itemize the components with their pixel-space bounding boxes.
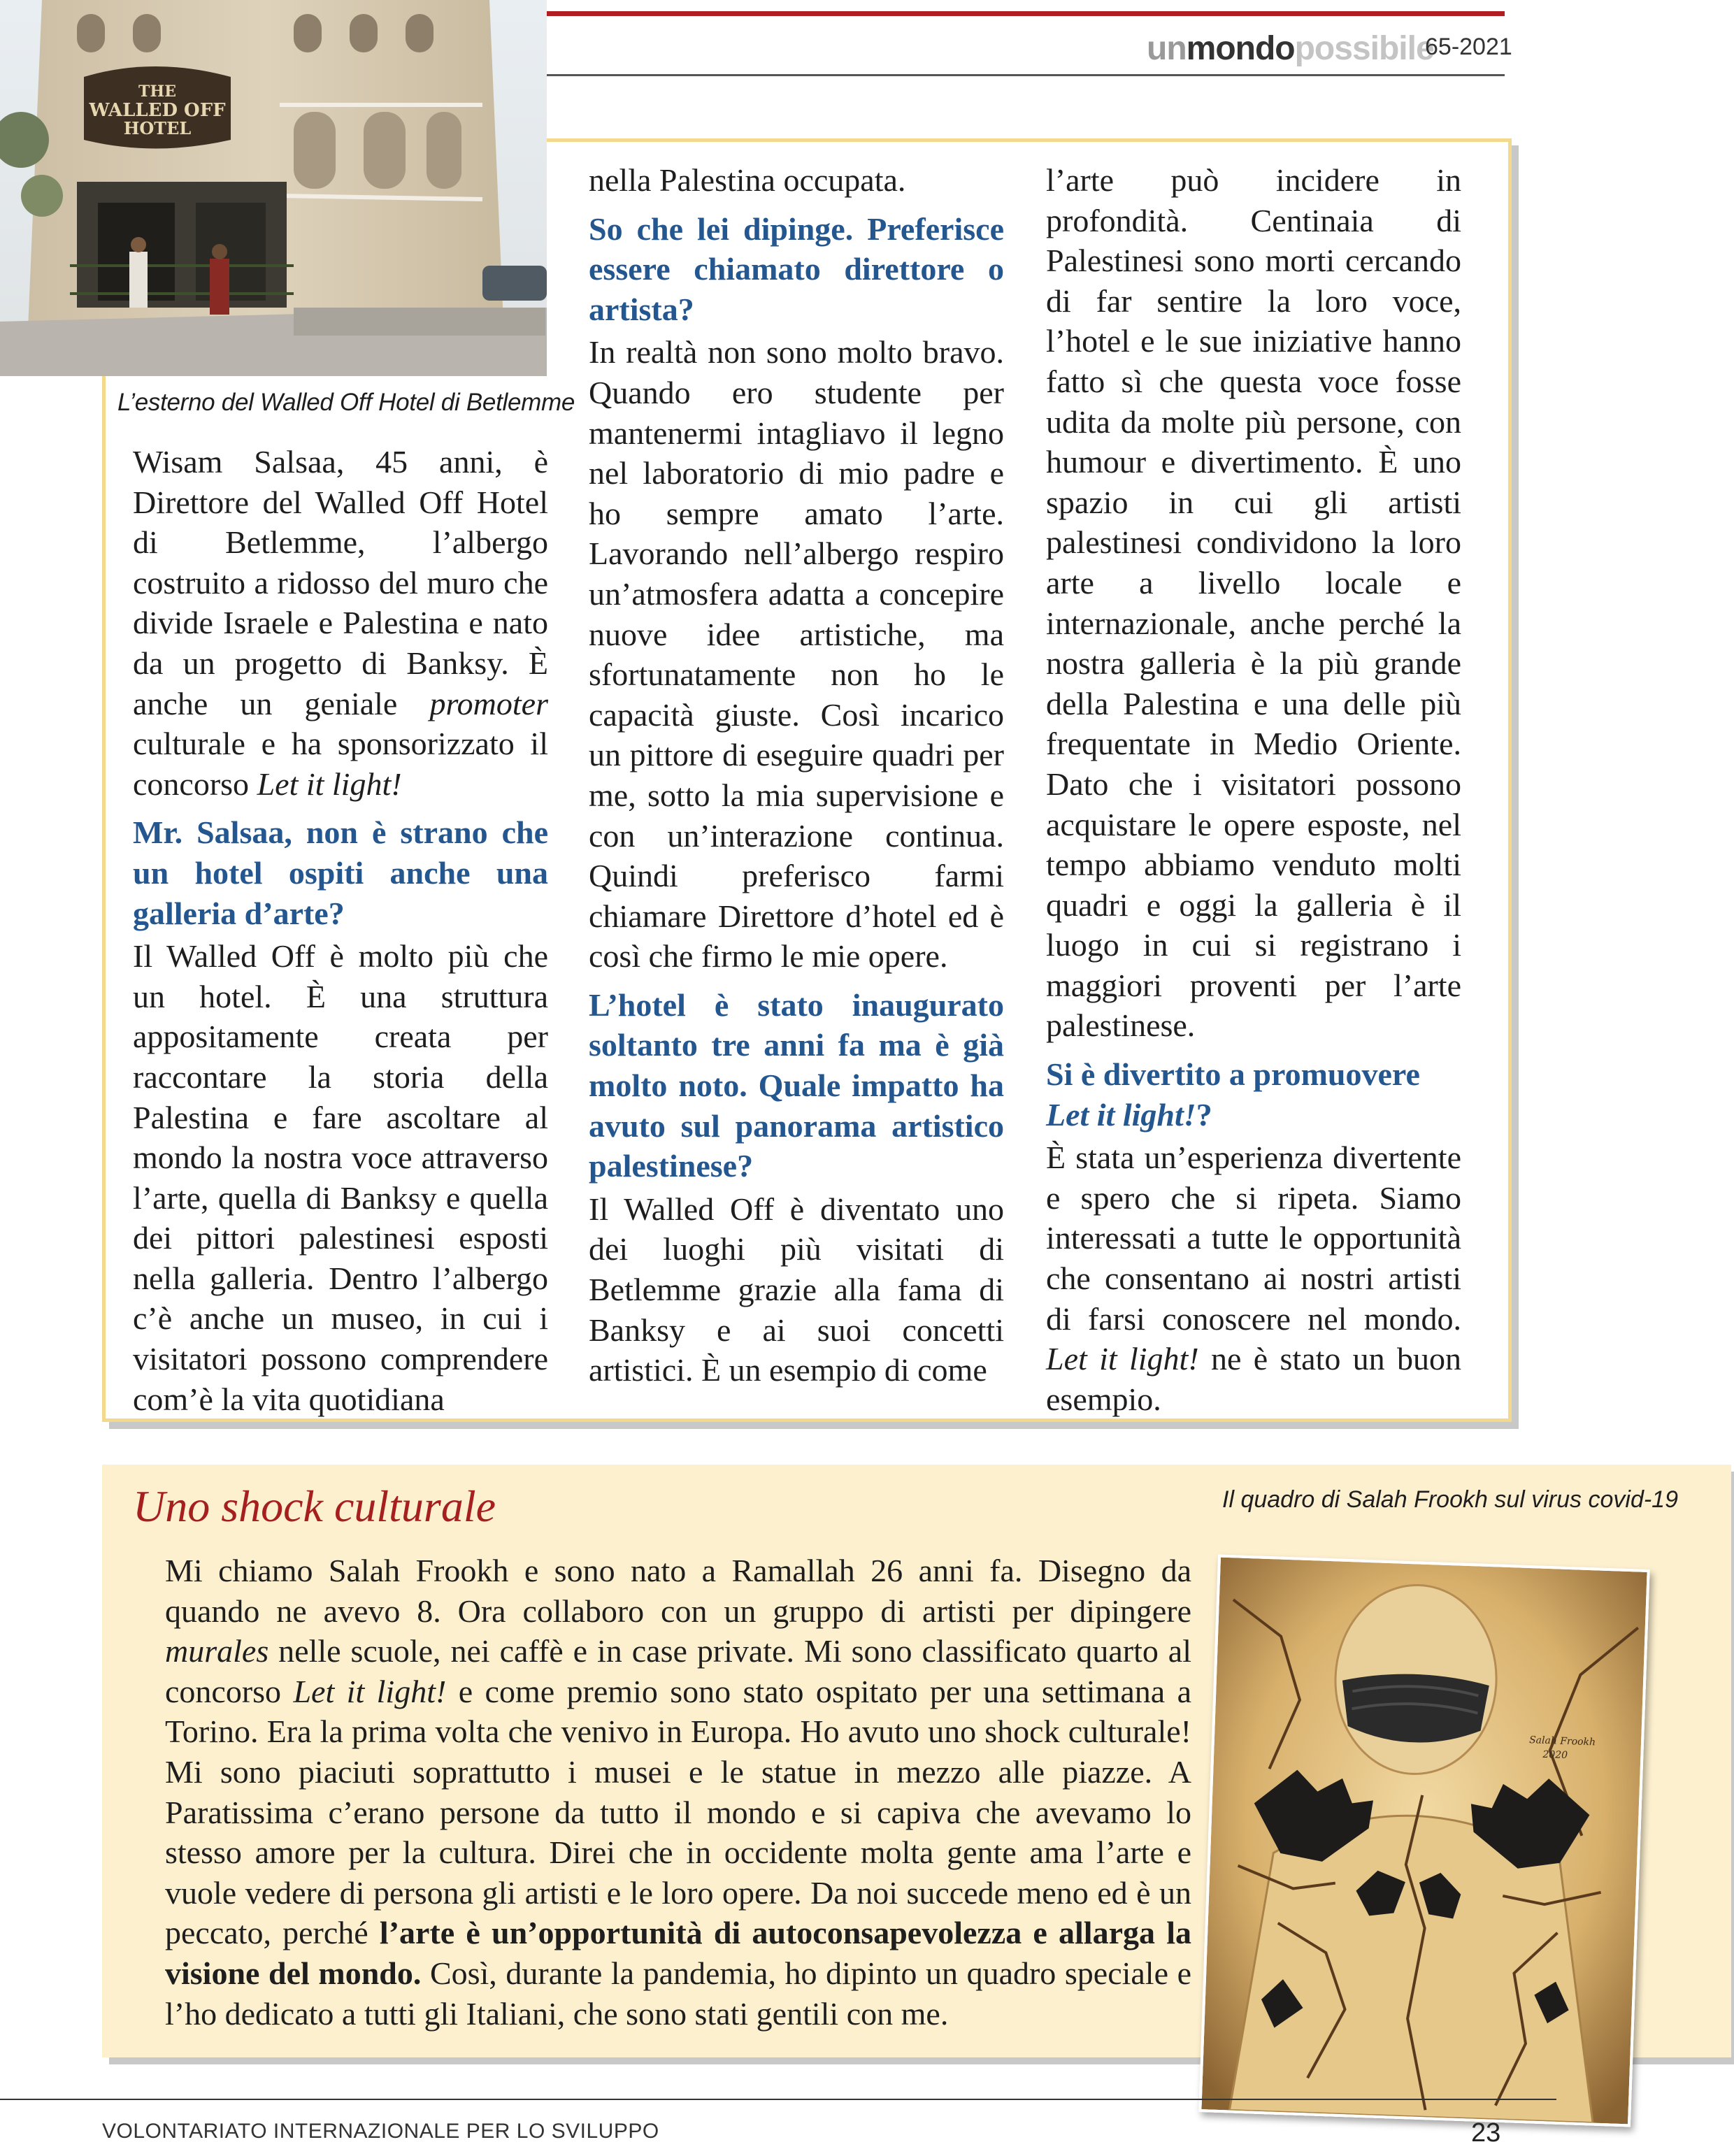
answer-3-continued: l’arte può incidere in profondità. Centinaia di Palestinesi sono morti cercando di far sentire la loro voce, l’hotel e le sue iniziative hanno fatto sì che questa voce fosse udita da molte più persone, con humour e divertimento. È uno spazio in cui gli artisti palestinesi condividono la loro arte a livello locale e internazionale, anche perché la nostra galleria è la più grande della Palestina e una delle più frequentate in Medio Oriente. Dato che i visitatori possono acquistare le opere esposte, nel tempo abbiamo venduto molti quadri e oggi la galleria è il luogo in cui si registrano i maggiori proventi per l’arte palestinese. — [1046, 162, 1461, 1044]
question-3: L’hotel è stato inaugurato soltanto tre anni fa ma è già molto noto. Quale impatto ha avuto sul panorama artistico palestinese? — [589, 986, 1004, 1184]
hotel-sign-line2: WALLED OFF — [89, 100, 226, 121]
painting-image — [1198, 1554, 1649, 2127]
question-4: Si è divertito a promuovere Let it light!? — [1046, 1056, 1420, 1133]
article-column-2 — [589, 160, 1004, 1390]
painting-signature-year: 2020 — [1542, 1748, 1568, 1762]
answer-4: È stata un’esperienza divertente e spero che si ripeta. Siamo interessati a tutte le opportunità che consentano ai nostri artisti di farsi conoscere nel mondo. Let it light! ne è stato un buon esempio. — [1046, 1140, 1461, 1417]
hotel-sign-line1: THE — [138, 82, 176, 101]
hotel-photo — [0, 0, 547, 376]
header-top-rule — [547, 11, 1505, 16]
article-intro: Wisam Salsaa, 45 anni, è Direttore del Walled Off Hotel di Betlemme, l’albergo costruito a ridosso del muro che divide Israele e Palestina e nato da un progetto di Banksy. È anche un geniale promoter culturale e ha sponsorizzato il concorso Let it light! — [133, 444, 548, 802]
header-bottom-rule — [547, 74, 1505, 76]
question-2: So che lei dipinge. Preferisce essere chiamato direttore o artista? — [589, 210, 1004, 327]
footer-publication-name: VOLONTARIATO INTERNAZIONALE PER LO SVILUPPO — [102, 2120, 659, 2143]
page-number: 23 — [1471, 2118, 1501, 2148]
answer-3: Il Walled Off è diventato uno dei luoghi più visitati di Betlemme grazie alla fama di Banksy e ai suoi concetti artistici. È un esempio di come — [589, 1191, 1004, 1388]
footer-rule — [0, 2099, 1556, 2100]
painting-signature-name: Salah Frookh — [1528, 1734, 1596, 1748]
article-column-1 — [133, 442, 548, 1419]
painting-caption: Il quadro di Salah Frookh sul virus covid-19 — [1222, 1486, 1678, 1513]
question-1: Mr. Salsaa, non è strano che un hotel ospiti anche una galleria d’arte? — [133, 814, 548, 931]
answer-1-continued: nella Palestina occupata. — [589, 162, 906, 198]
hotel-sign-line3: HOTEL — [123, 118, 192, 138]
answer-2: In realtà non sono molto bravo. Quando ero studente per mantenermi intagliavo il legno nel laboratorio di mio padre e ho sempre amato l’arte. Lavorando nell’albergo respiro un’atmosfera adatta a concepire nuove idee artistiche, ma sfortunatamente non ho le capacità giuste. Così incarico un pittore di eseguire quadri per me, sotto la mia supervisione e con un’interazione continua. Quindi preferisco farmi chiamare Direttore d’hotel ed è così che firmo le mie opere. — [589, 334, 1004, 975]
photo-caption: L’esterno del Walled Off Hotel di Betlemme — [117, 389, 575, 416]
sidebar-text: Mi chiamo Salah Frookh e sono nato a Ramallah 26 anni fa. Disegno da quando ne avevo 8. Ora collaboro con un gruppo di artisti per dipingere murales nelle scuole, nei caffè e in case private. Mi sono classificato quarto al concorso Let it light! e come premio sono stato ospitato per una settimana a Torino. Era la prima volta che venivo in Europa. Ho avuto uno shock culturale! Mi sono piaciuti soprattutto i musei e le statue in mezzo alle piazze. A Paratissima c’erano persone da tutto il mondo e si capiva che avevamo lo stesso amore per la cultura. Direi che in occidente molta gente ama l’arte e vuole vedere di persona gli artisti e le loro opere. Da noi succede meno ed è un peccato, perché l’arte è un’opportunità di autoconsapevolezza e allarga la visione del mondo. Così, durante la pandemia, ho dipinto un quadro speciale e l’ho dedicato a tutti gli Italiani, che sono stati gentili con me. — [165, 1553, 1192, 2032]
sidebar-title: Uno shock culturale — [133, 1481, 496, 1531]
answer-1: Il Walled Off è molto più che un hotel. È una struttura appositamente creata per raccontare la storia della Palestina e fare ascoltare al mondo la nostra voce attraverso l’arte, quella di Banksy e quella dei pittori palestinesi esposti nella galleria. Dentro l’albergo c’è anche un museo, in cui i visitatori possono comprendere com’è la vita quotidiana — [133, 938, 548, 1417]
article-column-3 — [1046, 160, 1461, 1419]
masthead-logo: unmondopossibile — [1147, 30, 1434, 67]
issue-number: 65-2021 — [1425, 34, 1512, 60]
